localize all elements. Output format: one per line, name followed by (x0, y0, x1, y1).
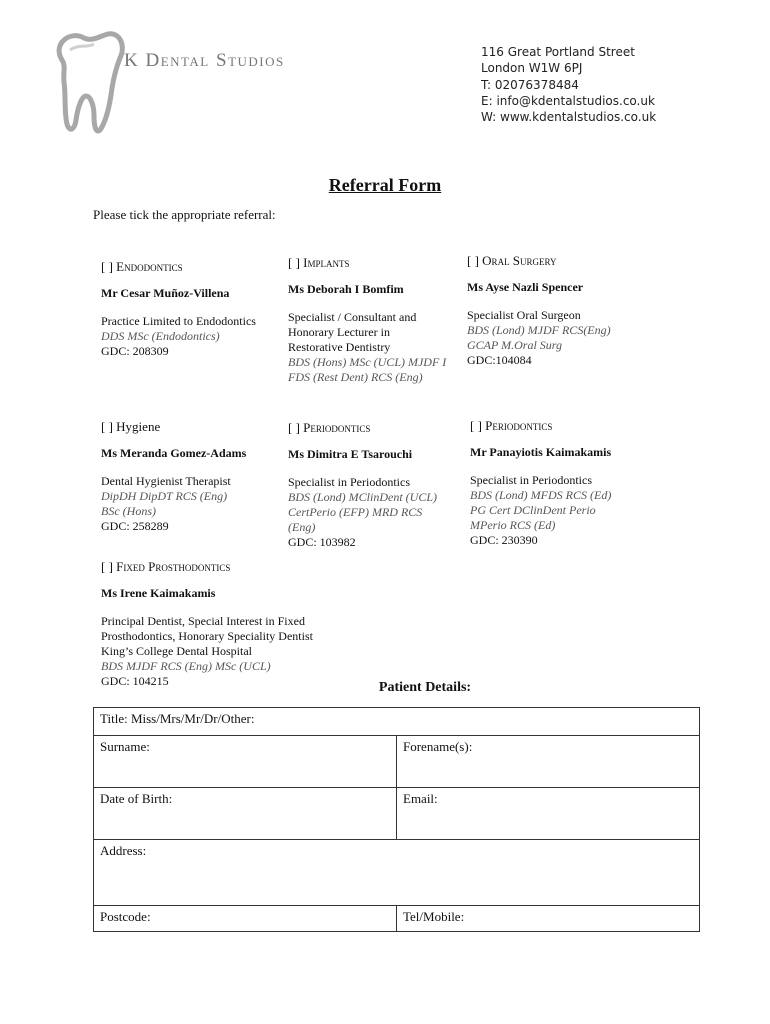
specialist-name: Ms Ayse Nazli Spencer (467, 280, 584, 294)
specialist-detail-line: (Eng) (288, 520, 316, 534)
specialist-detail-line: Dental Hygienist Therapist (101, 474, 231, 488)
specialist-block (101, 419, 246, 534)
checkbox-brackets[interactable]: [ ] (288, 420, 300, 435)
checkbox-brackets[interactable]: [ ] (470, 418, 482, 433)
specialist-detail-line: BDS (Hons) MSc (UCL) MJDF I (288, 355, 447, 369)
specialist-name: Ms Deborah I Bomfim (288, 282, 404, 296)
specialist-detail-line: Specialist in Periodontics (288, 475, 410, 489)
specialist-detail-line: BDS (Lond) MClinDent (UCL) (288, 490, 437, 504)
address-field[interactable]: Address: (94, 840, 700, 906)
specialist-name: Ms Irene Kaimakamis (101, 586, 216, 600)
referral-category: Hygiene (116, 419, 161, 434)
specialist-block (288, 420, 437, 550)
patient-details-table (93, 707, 700, 932)
referral-category: Oral Surgery (482, 253, 557, 268)
specialist-detail-line: Specialist / Consultant and (288, 310, 417, 324)
specialist-detail-line: GDC: 230390 (470, 533, 538, 547)
referral-checkbox[interactable] (101, 419, 246, 434)
checkbox-brackets[interactable]: [ ] (101, 259, 113, 274)
address-email: E: info@kdentalstudios.co.uk (481, 93, 655, 108)
specialist-detail-line: Specialist in Periodontics (470, 473, 592, 487)
specialist-block (288, 255, 446, 385)
tooth-logo-icon (48, 26, 126, 138)
specialist-name: Ms Dimitra E Tsarouchi (288, 447, 413, 461)
referral-category: Periodontics (485, 418, 553, 433)
specialist-detail-line: PG Cert DClinDent Perio (470, 503, 596, 517)
specialist-detail-line: BDS (Lond) MJDF RCS(Eng) (467, 323, 611, 337)
specialist-block (101, 559, 313, 689)
specialist-detail-line: GDC: 258289 (101, 519, 169, 533)
form-title: Referral Form (328, 175, 442, 195)
referral-category: Periodontics (303, 420, 371, 435)
checkbox-brackets[interactable]: [ ] (288, 255, 300, 270)
specialist-name: Ms Meranda Gomez-Adams (101, 446, 247, 460)
specialist-detail-line: Prosthodontics, Honorary Speciality Dentist (101, 629, 313, 643)
specialist-name: Mr Panayiotis Kaimakamis (470, 445, 612, 459)
checkbox-brackets[interactable]: [ ] (101, 419, 113, 434)
checkbox-brackets[interactable]: [ ] (101, 559, 113, 574)
address-city: London W1W 6PJ (481, 61, 583, 76)
referral-checkbox[interactable] (288, 255, 446, 270)
specialist-detail-line: GDC: 208309 (101, 344, 169, 358)
specialist-detail-line: GDC:104084 (467, 353, 532, 367)
address-phone: T: 02076378484 (481, 77, 579, 92)
specialist-block (470, 418, 611, 548)
form-instruction: Please tick the appropriate referral: (93, 207, 276, 222)
specialist-detail-line: Specialist Oral Surgeon (467, 308, 581, 322)
specialist-detail-line: BDS MJDF RCS (Eng) MSc (UCL) (101, 659, 271, 673)
patient-details-title: Patient Details: (378, 680, 472, 695)
address-website: W: www.kdentalstudios.co.uk (481, 110, 657, 125)
specialist-detail-line: GDC: 103982 (288, 535, 356, 549)
referral-checkbox[interactable] (470, 418, 611, 433)
forename-field[interactable]: Forename(s): (397, 736, 700, 788)
referral-category: Implants (303, 255, 350, 270)
specialist-detail-line: GDC: 104215 (101, 674, 169, 688)
surname-field[interactable]: Surname: (94, 736, 397, 788)
clinic-address (481, 44, 656, 125)
specialist-detail-line: BDS (Lond) MFDS RCS (Ed) (470, 488, 612, 502)
specialist-detail-line: DipDH DipDT RCS (Eng) (101, 489, 228, 503)
specialist-detail-line: CertPerio (EFP) MRD RCS (288, 505, 423, 519)
specialist-detail-line: King’s College Dental Hospital (101, 644, 252, 658)
title-field[interactable]: Title: Miss/Mrs/Mr/Dr/Other: (94, 708, 700, 736)
referral-category: Fixed Prosthodontics (116, 559, 231, 574)
specialist-block (101, 259, 256, 359)
referral-category: Endodontics (116, 259, 183, 274)
brand-name: K Dental Studios (124, 50, 285, 71)
specialist-detail-line: DDS MSc (Endodontics) (101, 329, 220, 343)
specialist-detail-line: Practice Limited to Endodontics (101, 314, 256, 328)
dob-field[interactable]: Date of Birth: (94, 788, 397, 840)
referral-checkbox[interactable] (288, 420, 437, 435)
tel-field[interactable]: Tel/Mobile: (397, 906, 700, 932)
specialist-detail-line: Honorary Lecturer in (288, 325, 390, 339)
specialist-detail-line: BSc (Hons) (101, 504, 156, 518)
specialist-detail-line: Restorative Dentistry (288, 340, 391, 354)
email-field[interactable]: Email: (397, 788, 700, 840)
specialist-detail-line: Principal Dentist, Special Interest in Fixed (101, 614, 305, 628)
referral-checkbox[interactable] (467, 253, 611, 268)
checkbox-brackets[interactable]: [ ] (467, 253, 479, 268)
specialist-name: Mr Cesar Muñoz-Villena (101, 286, 230, 300)
referral-checkbox[interactable] (101, 259, 256, 274)
specialist-detail-line: MPerio RCS (Ed) (470, 518, 556, 532)
specialist-detail-line: GCAP M.Oral Surg (467, 338, 563, 352)
postcode-field[interactable]: Postcode: (94, 906, 397, 932)
address-street: 116 Great Portland Street (481, 45, 635, 59)
referral-checkbox[interactable] (101, 559, 313, 574)
specialist-detail-line: FDS (Rest Dent) RCS (Eng) (288, 370, 423, 384)
specialist-block (467, 253, 611, 368)
